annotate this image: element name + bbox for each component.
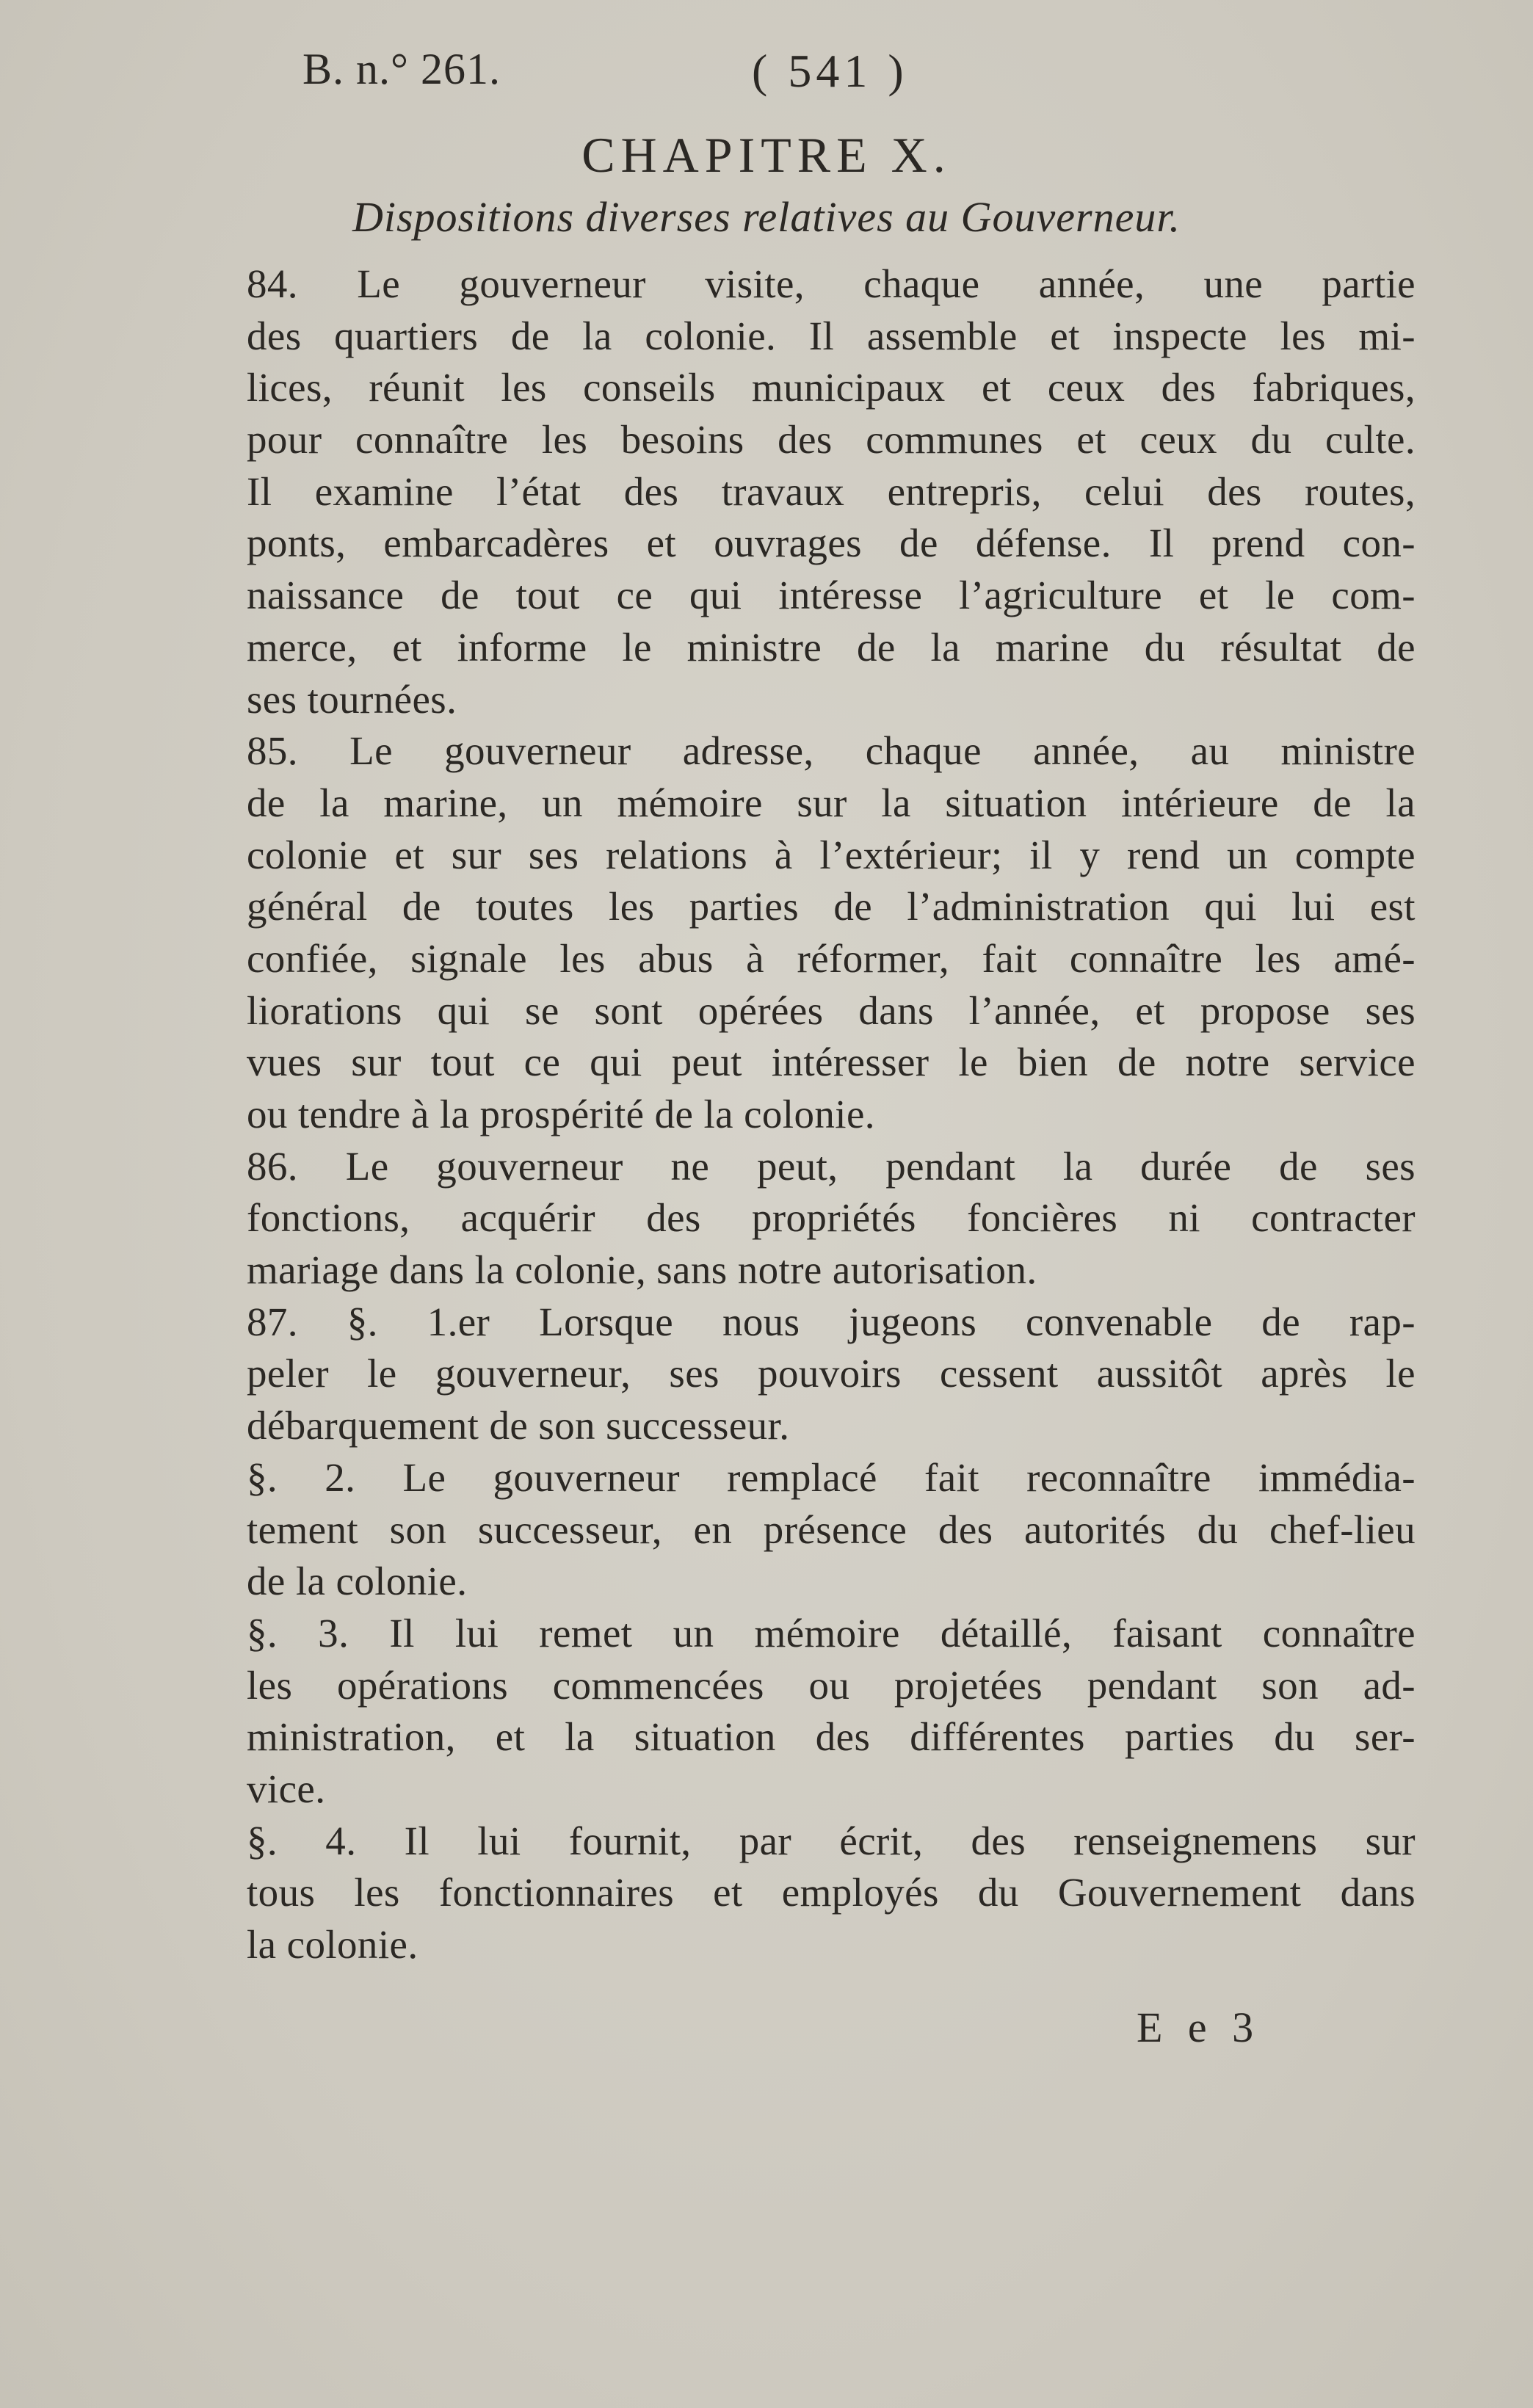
text-line: lices, réunit les conseils municipaux et ceux des fabriques, — [247, 365, 1416, 410]
text-line: la colonie. — [247, 1922, 418, 1967]
article-text — [247, 258, 1416, 1971]
text-line: §. 2. Le gouverneur remplacé fait reconnaître immédia- — [247, 1454, 1416, 1500]
text-line: de la marine, un mémoire sur la situation intérieure de la — [247, 780, 1416, 825]
text-line: pour connaître les besoins des communes et ceux du culte. — [247, 417, 1416, 463]
bulletin-reference: B. n.° 261. — [302, 45, 501, 93]
text-line: tous les fonctionnaires et employés du Gouvernement dans — [247, 1870, 1416, 1915]
text-line: merce, et informe le ministre de la marine du résultat de — [247, 624, 1416, 670]
text-line: débarquement de son successeur. — [247, 1403, 790, 1448]
text-line: 85. Le gouverneur adresse, chaque année, au ministre — [247, 728, 1416, 774]
text-line: ou tendre à la prospérité de la colonie. — [247, 1092, 875, 1136]
text-line: §. 4. Il lui fournit, par écrit, des renseignemens sur — [247, 1818, 1416, 1863]
text-line: confiée, signale les abus à réformer, fait connaître les amé- — [247, 935, 1416, 981]
text-line: général de toutes les parties de l’administration qui lui est — [247, 884, 1416, 929]
text-line: des quartiers de la colonie. Il assemble et inspecte les mi- — [247, 313, 1416, 358]
text-line: vues sur tout ce qui peut intéresser le bien de notre service — [247, 1040, 1416, 1085]
text-line: ponts, embarcadères et ouvrages de défense. Il prend con- — [247, 521, 1416, 566]
text-line: 84. Le gouverneur visite, chaque année, une partie — [247, 261, 1416, 306]
text-line: les opérations commencées ou projetées pendant son ad- — [247, 1662, 1416, 1708]
text-line: §. 3. Il lui remet un mémoire détaillé, faisant connaître — [247, 1610, 1416, 1656]
text-line: fonctions, acquérir des propriétés foncières ni contracter — [247, 1195, 1416, 1241]
text-line: tement son successeur, en présence des autorités du chef-lieu — [247, 1506, 1416, 1552]
page-number: ( 541 ) — [752, 45, 908, 97]
text-line: colonie et sur ses relations à l’extérieur; il y rend un compte — [247, 832, 1416, 877]
text-line: mariage dans la colonie, sans notre autorisation. — [247, 1247, 1037, 1293]
signature-mark: E e 3 — [1137, 2003, 1261, 2051]
text-line: liorations qui se sont opérées dans l’année, et propose ses — [247, 987, 1416, 1033]
text-line: 86. Le gouverneur ne peut, pendant la durée de ses — [247, 1143, 1416, 1189]
text-line: peler le gouverneur, ses pouvoirs cessent aussitôt après le — [247, 1351, 1416, 1396]
text-line: Il examine l’état des travaux entrepris, celui des routes, — [247, 468, 1416, 514]
text-line: vice. — [247, 1766, 326, 1811]
text-line: 87. §. 1.er Lorsque nous jugeons convenable de rap- — [247, 1299, 1416, 1344]
text-line: ses tournées. — [247, 676, 457, 722]
text-line: de la colonie. — [247, 1559, 468, 1604]
chapter-subtitle: Dispositions diverses relatives au Gouverneur. — [352, 193, 1181, 241]
running-header — [0, 44, 1533, 110]
text-line: ministration, et la situation des différentes parties du ser- — [247, 1714, 1416, 1760]
text-line: naissance de tout ce qui intéresse l’agriculture et le com- — [247, 573, 1416, 618]
chapter-title: CHAPITRE X. — [581, 127, 952, 183]
